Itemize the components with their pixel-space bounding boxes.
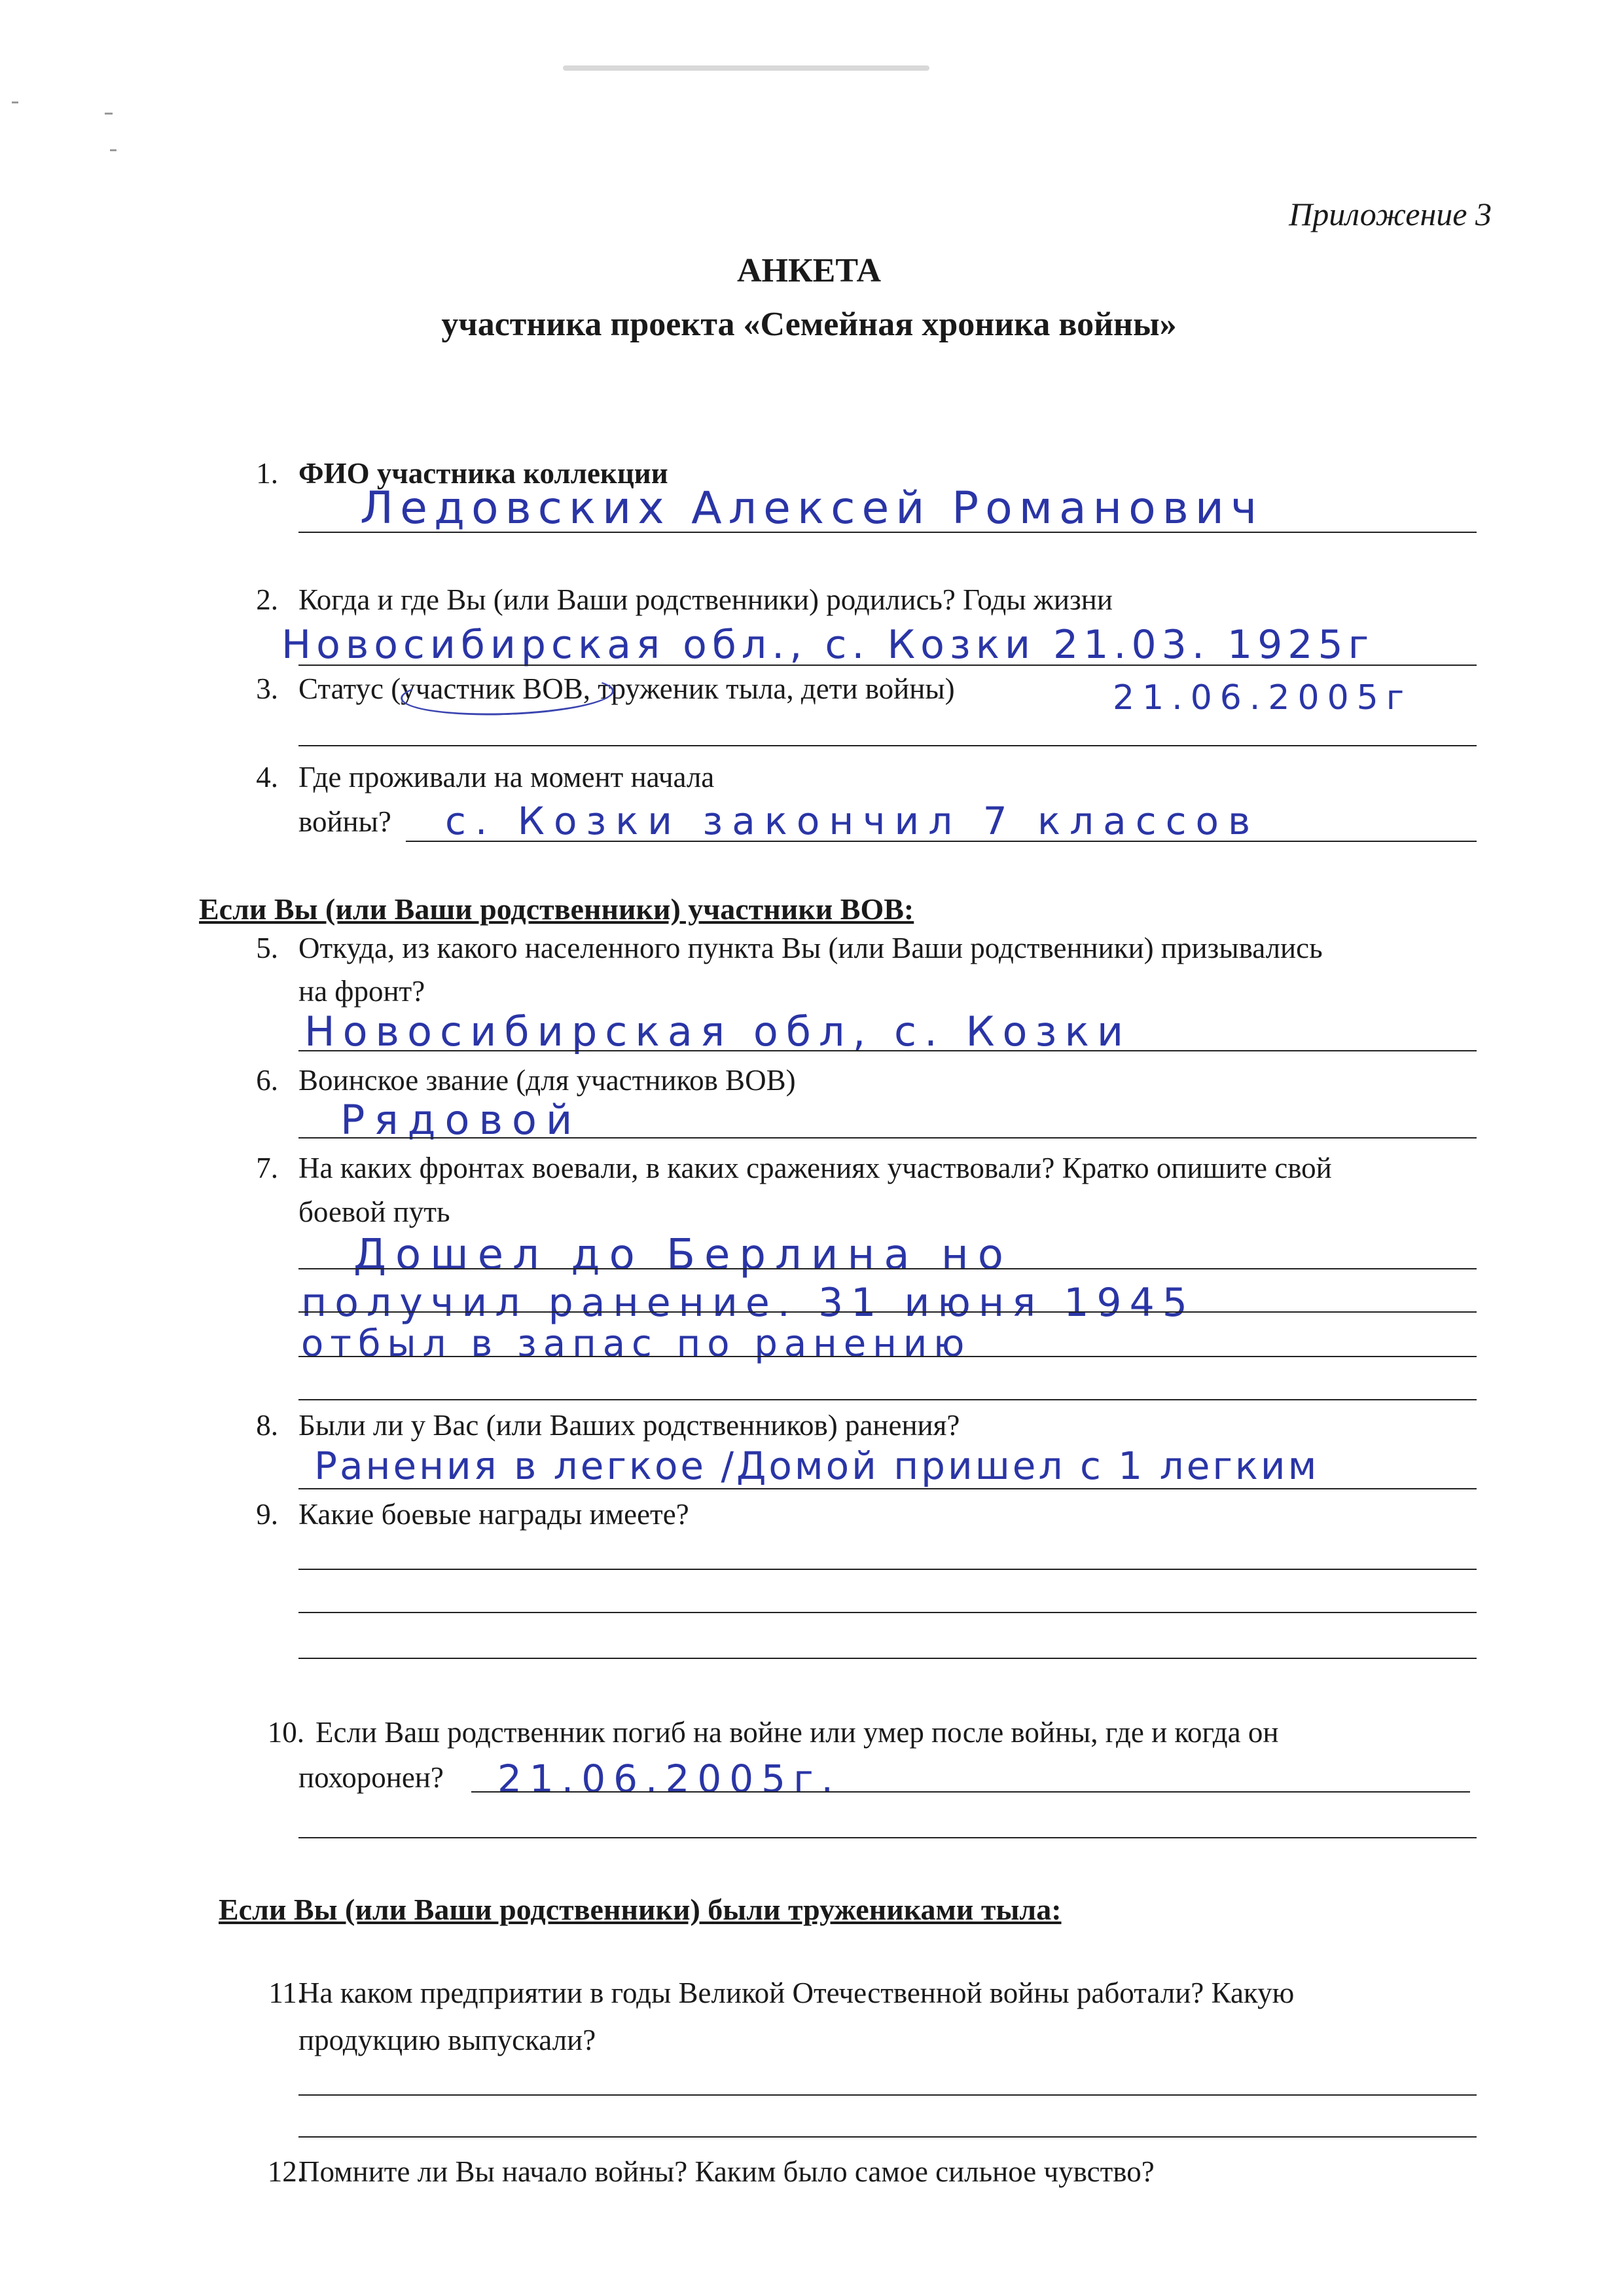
- q3-number: 3.: [256, 672, 278, 705]
- q7-answer-line3: отбыл в запас по ранению: [301, 1322, 971, 1365]
- section-home-front-heading: Если Вы (или Ваши родственники) были тружениками тыла:: [219, 1893, 1062, 1926]
- q6-answer: Рядовой: [340, 1096, 582, 1144]
- q8-answer-line: [298, 1488, 1477, 1489]
- q7-answer-rule4: [298, 1399, 1477, 1400]
- q2-number: 2.: [256, 583, 278, 616]
- q7-answer-line1: Дошел до Берлина но: [353, 1231, 1013, 1279]
- q4-label-line2: войны?: [298, 805, 391, 838]
- q5-number: 5.: [256, 932, 278, 964]
- q7-answer-line2: получил ранение. 31 июня 1945: [301, 1280, 1195, 1326]
- q10-answer: 21.06.2005г.: [497, 1757, 841, 1801]
- q2-answer-line: [298, 665, 1477, 666]
- q4-answer: с. Козки закончил 7 классов: [445, 799, 1260, 843]
- q10-label-line2: похоронен?: [298, 1761, 444, 1794]
- q8-number: 8.: [256, 1409, 278, 1442]
- scan-smudge: [563, 65, 929, 71]
- q8-answer: Ранения в легкое /Домой пришел с 1 легким: [314, 1444, 1320, 1488]
- q7-label-line1: На каких фронтах воевали, в каких сражениях участвовали? Кратко опишите свой: [298, 1152, 1332, 1184]
- q7-answer-rule1: [298, 1268, 1477, 1269]
- q5-label-line2: на фронт?: [298, 975, 425, 1008]
- q4-label-line1: Где проживали на момент начала: [298, 761, 715, 793]
- q8-label: Были ли у Вас (или Ваших родственников) ранения?: [298, 1409, 960, 1442]
- q7-answer-rule3: [298, 1356, 1477, 1357]
- q12-number: 12.: [267, 2155, 304, 2188]
- q1-number: 1.: [256, 457, 278, 490]
- q9-number: 9.: [256, 1498, 278, 1531]
- q9-answer-rule3: [298, 1658, 1477, 1659]
- section-wwii-heading: Если Вы (или Ваши родственники) участники ВОВ:: [199, 892, 914, 926]
- q4-answer-line: [406, 841, 1477, 842]
- scan-speck: [105, 113, 113, 115]
- q11-answer-rule2: [298, 2136, 1477, 2138]
- q10-answer-rule2: [298, 1837, 1477, 1838]
- q9-label: Какие боевые награды имеете?: [298, 1498, 689, 1531]
- q3-answer: 21.06.2005г: [1113, 678, 1412, 718]
- q11-answer-rule1: [298, 2094, 1477, 2096]
- scan-speck: [12, 101, 18, 103]
- q1-label: ФИО участника коллекции: [298, 457, 668, 490]
- q5-answer: Новосибирская обл, с. Козки: [304, 1008, 1132, 1055]
- appendix-label: Приложение 3: [1289, 196, 1492, 232]
- q5-answer-line: [298, 1050, 1477, 1051]
- q5-label-line1: Откуда, из какого населенного пункта Вы (или Ваши родственники) призывались: [298, 932, 1323, 964]
- q7-number: 7.: [256, 1152, 278, 1184]
- q10-number: 10.: [267, 1716, 304, 1749]
- q11-label-line2: продукцию выпускали?: [298, 2024, 596, 2056]
- q3-answer-line: [298, 745, 1477, 746]
- q2-label: Когда и где Вы (или Ваши родственники) родились? Годы жизни: [298, 583, 1113, 616]
- q10-label-line1: Если Ваш родственник погиб на войне или умер после войны, где и когда он: [315, 1716, 1279, 1749]
- q4-number: 4.: [256, 761, 278, 793]
- scan-speck: [110, 149, 117, 151]
- q6-answer-line: [298, 1137, 1477, 1139]
- q2-answer: Новосибирская обл., с. Козки 21.03. 1925г: [281, 622, 1375, 668]
- q7-label-line2: боевой путь: [298, 1195, 450, 1228]
- q6-label: Воинское звание (для участников ВОВ): [298, 1064, 796, 1097]
- q6-number: 6.: [256, 1064, 278, 1097]
- q7-answer-rule2: [298, 1311, 1477, 1313]
- q11-label-line1: На каком предприятии в годы Великой Отечественной войны работали? Какую: [298, 1977, 1295, 2009]
- q9-answer-rule1: [298, 1569, 1477, 1570]
- q1-answer-line: [298, 532, 1477, 533]
- q12-label: Помните ли Вы начало войны? Каким было самое сильное чувство?: [298, 2155, 1155, 2188]
- q10-answer-rule1: [471, 1791, 1470, 1793]
- form-subtitle: участника проекта «Семейная хроника войны»: [441, 306, 1177, 343]
- form-title: АНКЕТА: [736, 252, 882, 289]
- q3-label: Статус (участник ВОВ, труженик тыла, дети войны): [298, 672, 955, 705]
- q11-number: 11.: [268, 1977, 304, 2009]
- q1-answer: Ледовских Алексей Романович: [360, 483, 1264, 534]
- q9-answer-rule2: [298, 1612, 1477, 1613]
